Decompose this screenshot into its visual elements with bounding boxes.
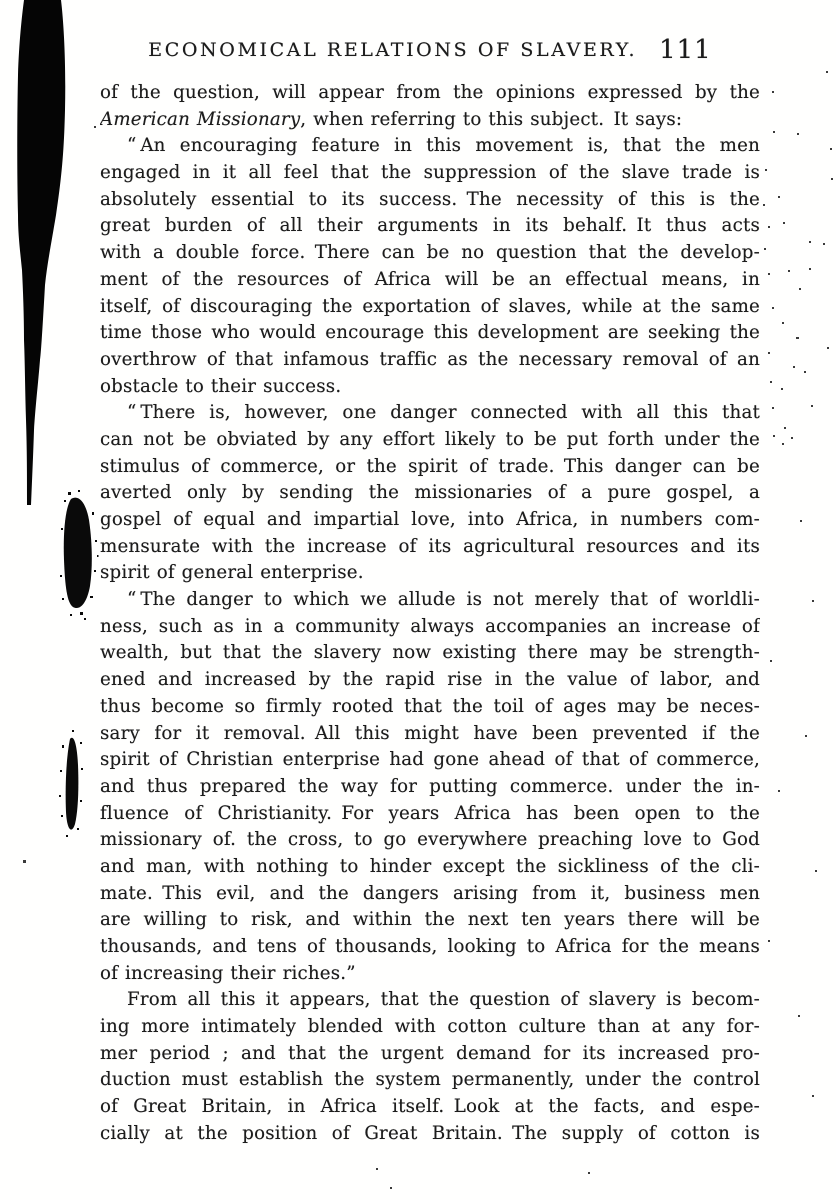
page-header [100, 35, 760, 65]
line-text: spirit of Christian enterprise had gone ahead of that of commerce, [100, 749, 760, 771]
line-text: spirit of general enterprise. [100, 562, 364, 584]
text-line [100, 320, 760, 347]
text-line [100, 934, 760, 961]
line-text: cially at the position of Great Britain. The supply of cotton is [100, 1122, 760, 1144]
text-line [100, 1094, 760, 1121]
line-text: can not be obviated by any effort likely to be put forth under the [100, 428, 760, 450]
line-text: missionary of. the cross, to go everywhere preaching love to God [100, 829, 760, 851]
text-line [100, 107, 760, 134]
text-line [100, 881, 760, 908]
line-text: fluence of Christianity. For years Africa has been open to the [100, 802, 760, 824]
line-text: gospel of equal and impartial love, into Africa, in numbers com- [100, 509, 760, 530]
line-text: with a double force. There can be no question that the develop- [100, 242, 760, 264]
text-line [100, 747, 760, 774]
line-text: averted only by sending the missionaries of a pure gospel, a [100, 482, 760, 504]
text-line [100, 774, 760, 801]
ink-blot-large [17, 0, 65, 505]
text-line [100, 480, 760, 507]
ink-smudge-lower [59, 730, 83, 837]
line-text: itself, of discouraging the exportation of slaves, while at the same [100, 295, 760, 317]
text-line [100, 1014, 760, 1041]
line-text: mate. This evil, and the dangers arising from it, business men [100, 882, 760, 904]
italic-journal-name: American Missionary [100, 108, 301, 130]
line-text: sary for it removal. All this might have been prevented if the [100, 722, 760, 744]
text-body [100, 80, 760, 1148]
text-line [100, 801, 760, 828]
text-line [100, 587, 760, 614]
line-text: of the question, will appear from the opinions expressed by the [100, 82, 760, 103]
text-line [100, 987, 760, 1014]
ink-smudge-middle [60, 490, 99, 620]
page-number: 111 [659, 35, 712, 65]
line-text: thus become so firmly rooted that the toil of ages may be neces- [100, 695, 760, 717]
line-text: great burden of all their arguments in its behalf. It thus acts [100, 215, 760, 237]
line-text: “ The danger to which we allude is not merely that of worldli- [127, 589, 760, 611]
line-text: obstacle to their success. [100, 375, 342, 397]
line-text: “ An encouraging feature in this movement is, that the men [127, 135, 760, 157]
text-line [100, 454, 760, 481]
text-line [100, 374, 760, 401]
line-text: wealth, but that the slavery now existing there may be strength- [100, 642, 760, 664]
text-line [100, 640, 760, 667]
text-line [100, 80, 760, 107]
text-line [100, 534, 760, 561]
text-line [100, 1121, 760, 1148]
line-text: stimulus of commerce, or the spirit of trade. This danger can be [100, 455, 760, 477]
text-line [100, 614, 760, 641]
text-line [100, 667, 760, 694]
text-line [100, 240, 760, 267]
line-text: and thus prepared the way for putting commerce. under the in- [100, 775, 760, 797]
line-text: and man, with nothing to hinder except the sickliness of the cli- [100, 855, 760, 877]
text-line [100, 267, 760, 294]
text-line [100, 827, 760, 854]
line-text: engaged in it all feel that the suppression of the slave trade is [100, 162, 760, 184]
text-line [100, 694, 760, 721]
text-line [100, 213, 760, 240]
text-line [100, 400, 760, 427]
text-line [100, 560, 760, 587]
line-text: , when referring to this subject. It says: [300, 108, 683, 130]
line-text: duction must establish the system permanently, under the control [100, 1069, 760, 1091]
text-line [100, 294, 760, 321]
line-text: mensurate with the increase of its agricultural resources and its [100, 535, 760, 557]
line-text: of Great Britain, in Africa itself. Look at the facts, and espe- [100, 1096, 760, 1118]
text-line [100, 1041, 760, 1068]
text-line [100, 907, 760, 934]
line-text: From all this it appears, that the question of slavery is becom- [127, 989, 760, 1011]
text-line [100, 187, 760, 214]
line-text: absolutely essential to its success. The necessity of this is the [100, 188, 760, 210]
text-line [100, 854, 760, 881]
line-text: ness, such as in a community always accompanies an increase of [100, 615, 760, 637]
line-text: ment of the resources of Africa will be an effectual means, in [100, 268, 760, 290]
text-line [100, 507, 760, 534]
line-text: “ There is, however, one danger connected with all this that [127, 402, 760, 424]
text-line [100, 961, 760, 988]
running-title: ECONOMICAL RELATIONS OF SLAVERY. [148, 39, 638, 61]
line-text: time those who would encourage this development are seeking the [100, 322, 760, 344]
text-line [100, 427, 760, 454]
line-text: ing more intimately blended with cotton culture than at any for- [100, 1016, 760, 1038]
line-text: overthrow of that infamous traffic as the necessary removal of an [100, 348, 760, 370]
text-line [100, 160, 760, 187]
text-line [100, 1067, 760, 1094]
line-text: mer period ; and that the urgent demand for its increased pro- [100, 1042, 760, 1064]
line-text: thousands, and tens of thousands, looking to Africa for the means [100, 936, 760, 957]
line-text: of increasing their riches.” [100, 962, 356, 984]
text-line [100, 133, 760, 160]
line-text: are willing to risk, and within the next ten years there will be [100, 909, 760, 931]
line-text: ened and increased by the rapid rise in the value of labor, and [100, 669, 760, 691]
text-line [100, 721, 760, 748]
text-line [100, 347, 760, 374]
